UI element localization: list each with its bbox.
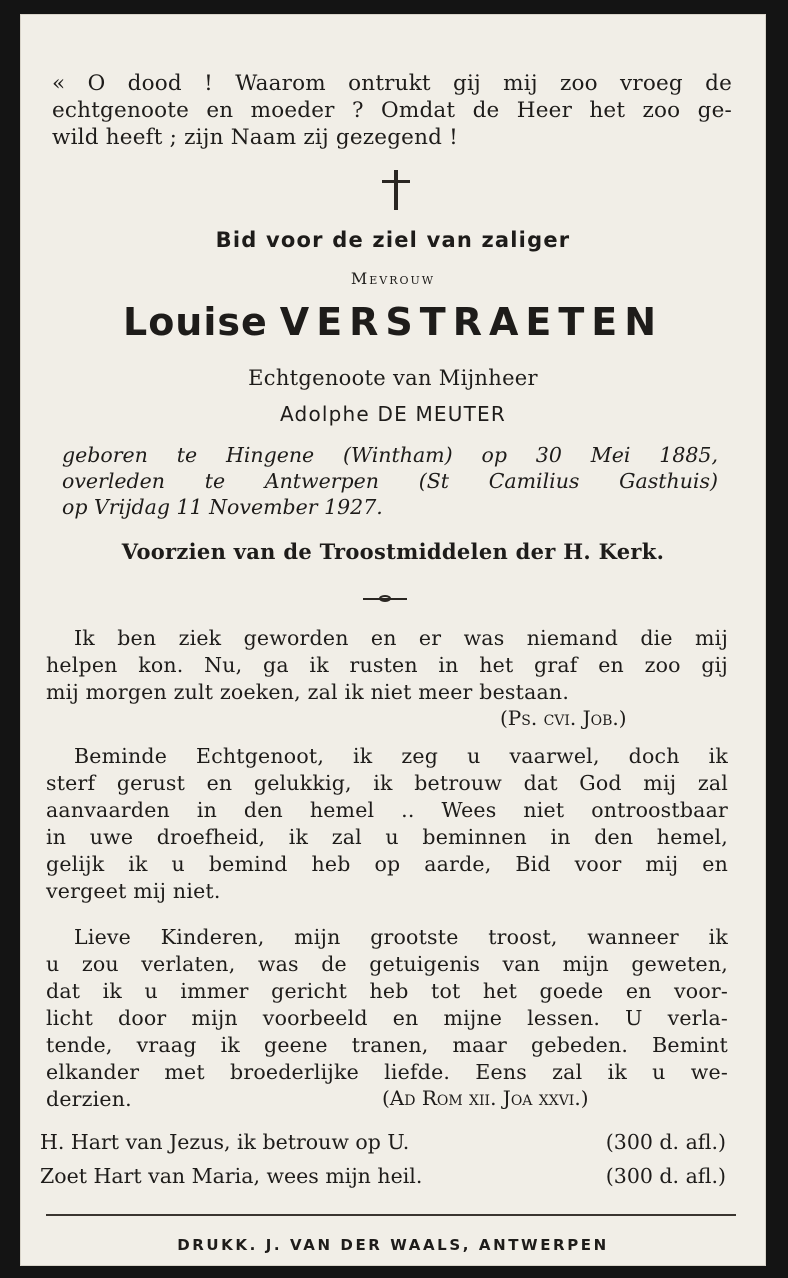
- spouse-intro: Echtgenoote van Mijnheer: [248, 366, 538, 390]
- opening-line-2: echtgenoote en moeder ? Omdat de Heer het zoo ge-: [52, 98, 732, 123]
- psalm-line-2: helpen kon. Nu, ga ik rusten in het graf en zoo gij: [46, 653, 728, 677]
- indulgence-note: (300 d. afl.): [605, 1164, 726, 1188]
- husband-line-2: sterf gerust en gelukkig, ik betrouw dat God mij zal: [46, 771, 728, 795]
- spouse-name: Adolphe DE MEUTER: [280, 402, 506, 426]
- husband-line-3: aanvaarden in den hemel .. Wees niet ontroostbaar: [46, 798, 728, 822]
- children-line-5: tende, vraag ik geene tranen, maar gebeden. Bemint: [46, 1033, 728, 1057]
- death-date-line: op Vrijdag 11 November 1927.: [62, 495, 383, 519]
- husband-line-1: Beminde Echtgenoot, ik zeg u vaarwel, doch ik: [74, 744, 728, 768]
- indulgence-text: Zoet Hart van Maria, wees mijn heil.: [40, 1164, 423, 1188]
- children-line-4: licht door mijn voorbeeld en mijne lessen. U verla-: [46, 1006, 728, 1030]
- cross-icon: [380, 166, 412, 212]
- deceased-name: [20, 300, 766, 344]
- first-name: Louise: [122, 300, 268, 344]
- children-reference: (Ad Rom xii. Joa xxvi.): [382, 1086, 589, 1110]
- psalm-line-1: Ik ben ziek geworden en er was niemand die mij: [74, 626, 728, 650]
- sacraments-line: Voorzien van de Troostmiddelen der H. Kerk.: [121, 539, 665, 564]
- title-mevrouw: Mevrouw: [350, 269, 436, 288]
- memorial-card: [20, 14, 766, 1266]
- husband-line-5: gelijk ik u bemind heb op aarde, Bid voor mij en: [46, 852, 728, 876]
- psalm-reference: (Ps. cvi. Job.): [500, 706, 627, 730]
- indulgence-text: H. Hart van Jezus, ik betrouw op U.: [40, 1130, 410, 1154]
- husband-line-4: in uwe droefheid, ik zal u beminnen in den hemel,: [46, 825, 728, 849]
- prayer-heading: Bid voor de ziel van zaliger: [215, 228, 571, 252]
- children-line-2: u zou verlaten, was de getuigenis van mijn geweten,: [46, 952, 728, 976]
- children-line-3: dat ik u immer gericht heb tot het goede en voor-: [46, 979, 728, 1003]
- printer-imprint: DRUKK. J. VAN DER WAALS, ANTWERPEN: [177, 1236, 609, 1254]
- opening-line-1: « O dood ! Waarom ontrukt gij mij zoo vroeg de: [52, 71, 732, 96]
- opening-line-3: wild heeft ; zijn Naam zij gezegend !: [52, 125, 458, 150]
- indulgence-row-1: [40, 1130, 726, 1154]
- indulgence-row-2: [40, 1164, 726, 1188]
- footer-rule: [46, 1214, 736, 1216]
- death-line: overleden te Antwerpen (St Camilius Gasthuis): [62, 469, 718, 493]
- indulgence-note: (300 d. afl.): [605, 1130, 726, 1154]
- divider-ornament-icon: [363, 594, 407, 602]
- birth-line: geboren te Hingene (Wintham) op 30 Mei 1885,: [62, 443, 718, 467]
- children-line-1: Lieve Kinderen, mijn grootste troost, wanneer ik: [74, 925, 728, 949]
- husband-line-6: vergeet mij niet.: [46, 879, 221, 903]
- surname: VERSTRAETEN: [279, 300, 664, 344]
- psalm-line-3: mij morgen zult zoeken, zal ik niet meer bestaan.: [46, 680, 570, 704]
- children-line-7: derzien.: [46, 1087, 132, 1111]
- children-line-6: elkander met broederlijke liefde. Eens zal ik u we-: [46, 1060, 728, 1084]
